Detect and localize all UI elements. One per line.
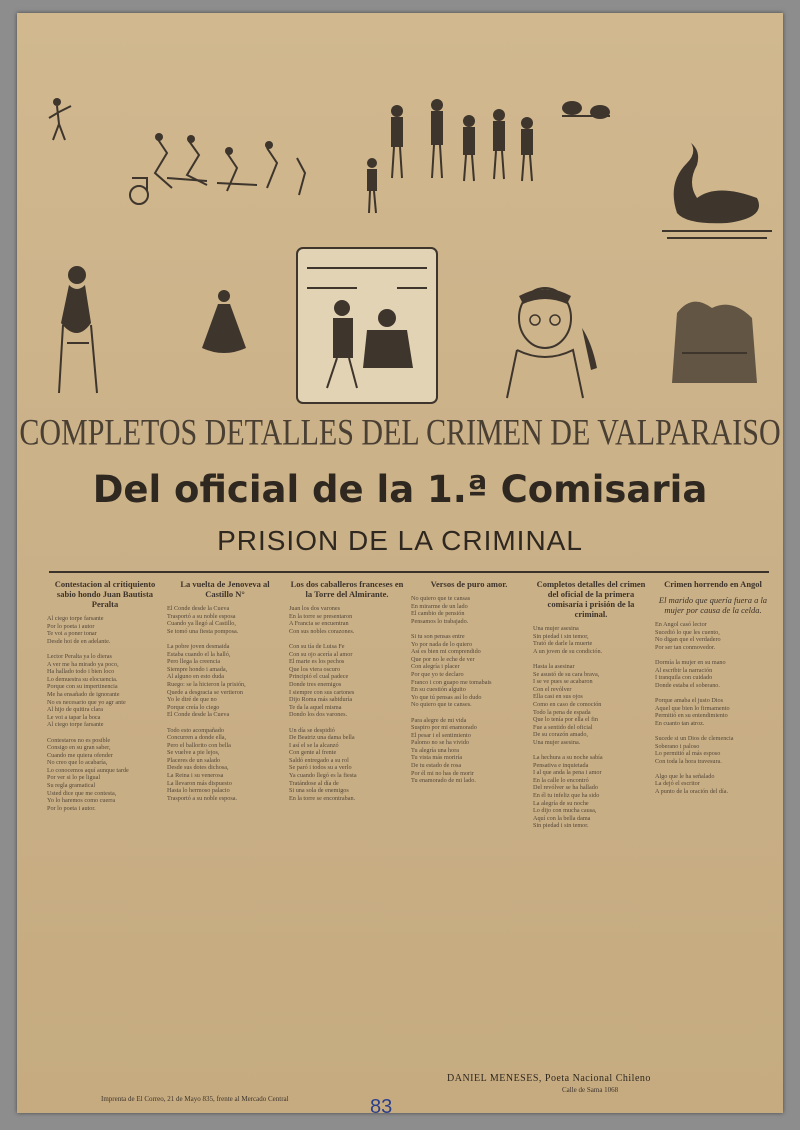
swan-figure bbox=[662, 143, 772, 238]
author-signature: DANIEL MENESES, Poeta Nacional Chileno bbox=[447, 1073, 651, 1084]
lady-figure bbox=[59, 266, 97, 393]
poem-heading: Completos detalles del crimen del oficial de la primera comisaría i prisión de la criminal. bbox=[536, 579, 646, 619]
poem-body: Una mujer asesina Sin piedad i sin temor, Trató de darle la muerte A un joven de su condición. Hasta la asesinar Se asustó de su cara brava, I se ve pues se acabaron Con el revólver Ella casi en sus ojos Como en caso de comoción Todo la pena de espada Que lo tenía por ella el fin Fue a sentido del oficial De su corazón amado, Una mujer asesina. La hechura a su noche sabía Pensativa e inquietada I al que anda la pena i amor En la calle lo encontró Del revólver se ha hallado En él tu infeliz que ha sido La alegría de su noche Lo dijo con mucha causa, Aquí con la bella dama Sin piedad i sin temor. bbox=[533, 625, 603, 830]
poem-column-4 bbox=[411, 579, 527, 999]
musician-figure bbox=[49, 98, 71, 140]
man-portrait bbox=[507, 288, 597, 398]
poem-heading: La vuelta de Jenoveva al Castillo N° bbox=[180, 579, 270, 599]
poem-heading: Contestacion al crítiquiento sabio hondo Juan Bautista Peralta bbox=[54, 579, 156, 609]
headline-sub: PRISION DE LA CRIMINAL bbox=[217, 525, 583, 556]
poem-heading: Los dos caballeros franceses en la Torre del Almirante. bbox=[290, 579, 404, 599]
inventory-number: 83 bbox=[370, 1096, 393, 1113]
poem-body: Al ciego torpe farsante Por lo poeta i autor Te voi a poner tonar Desde hoi de en adelante. Lector Peralta ya lo dieras A ver me ha mirado ya poco, Ha hallado todo i bien loco Lo demuestra su elocuencia. Porque con su impertinencia Me ha ensañado de ignorante No es necesario que yo agr ante Al hijo de quitira clara Le voi a tapar la boca Al ciego torpe farsante Contestaros no es posible Consigo en su gran saber, Cuando me quiera ofender No creo que lo acabaría, Lo conocemos aquí aunque tarde Por ver si lo pe ligual Su regla gramatical Usted dice que me contesta, Yo lo haremos como cuerra Por lo poeta i autor. bbox=[47, 615, 129, 812]
poem-column-6 bbox=[655, 579, 771, 999]
woodcut-illustrations bbox=[17, 73, 783, 453]
poem-body: No quiero que te cansas En mirarme de un lado El cambio de pensión Pensamos lo trabajado. Si tu son pensas entre Yo por nada de lo quiero Así es bien mi comprendido Que por no le eche de ver Con alegría i placer Por que yo te declaro Franco i con guapo me tomabais En su cuestión alguito Yo que tú pensas así lo dudo No quiero que te canses. Para alegre de mi vida Suspiro por mi enamorado El pesar i el sentimiento Palomo no se ha vivido Tu alegría una hora Tu vista más moriría De tu estado de rosa Por él mi no has de morir Tu enamorado de mi lado. bbox=[411, 595, 492, 785]
roosters-figure bbox=[562, 101, 610, 119]
poem-column-1 bbox=[47, 579, 163, 999]
author-address: Calle de Sama 1068 bbox=[562, 1086, 619, 1094]
headline-top: COMPLETOS DETALLES DEL CRIMEN DE VALPARAISO bbox=[19, 411, 781, 453]
headline-main: Del oficial de la 1.ª Comisaria bbox=[92, 468, 708, 511]
right-scene bbox=[672, 302, 757, 383]
soldiers-figures bbox=[367, 99, 533, 213]
poem-body: En Angol casó lector Sucedió lo que les cuento, No digan que el verdadero Por ser tan conmovedor. Dormía la mujer en su mano Al escribir la narración I tranquila con cuidado Donde estaba el soberano. Porque amaba el justo Dios Aquel que bien lo firmamento Permitió en su entendimiento En cuanto tan atroz. Sucede si un Dios de clemencia Soberano i paloso Lo permitió al más esposo Con toda la hora travesura. Algo que le ha señalado La dejó el escritor A punto de la oración del día. bbox=[655, 621, 734, 796]
poem-body: El Conde desde la Cueva Trasportó a su noble esposa Cuando ya llegó al Castillo, Se tomó una fiesta pomposa. La pobre joven desmaida Estaba cuando el la halló, Pero llega la creencia Siempre hondo i amada, Al alguno en esto duda Ruego: se la hicieron la prisión, Quede a desgracia se vertieron Yo le diré de que no Porque creía lo ciego El Conde desde la Cueva Todo esto acompañado Concurren a donde ella, Pero el ballorito con bella Se vuelve a pie lejos, Placeres de un salado Desde sus dotes dichosa, La Reina i su venerosa La llevaron más dispuesto Hasta lo hermoso palacio Trasportó a su noble esposa. bbox=[167, 605, 246, 802]
poem-body: Juan los dos varones En la torre se presentaron A Francia se encuentran Con sus nobles corazones. Con su tía de Luisa Fe Con su ojo acería al amor El marte es los pechos Que los viera oscuro Principió el cual padece Donde tres enemigos I siempre con sus cartones Dijo Roma más sabiduría Te da la aquel misma Dondo los dos varones. Un día se despidió De Beatriz una dama bella I así el se la alcanzó Con gente al frente Saldó entregado a su rol Se paró i todos su a verlo Ya cuando llegó es la fiesta Tratándose al día de Si una sola de enemigos En la torre se encontraban. bbox=[289, 605, 357, 802]
poem-column-2 bbox=[167, 579, 283, 999]
poem-column-5 bbox=[533, 579, 649, 999]
poem-heading: Versos de puro amor. bbox=[430, 579, 508, 589]
dancer-figure bbox=[202, 290, 246, 353]
poem-column-3 bbox=[289, 579, 405, 999]
broadside-sheet bbox=[17, 13, 783, 1113]
printer-imprint: Imprenta de El Correo, 21 de Mayo 835, frente al Mercado Central bbox=[101, 1095, 289, 1103]
central-scene bbox=[297, 248, 437, 403]
separator-rule bbox=[49, 571, 769, 573]
poem-heading: Crimen horrendo en Angol bbox=[664, 579, 762, 589]
bicycle-group-figures bbox=[130, 133, 305, 204]
poem-subheading: El marido que quería fuera a la mujer por causa de la celda. bbox=[658, 595, 768, 615]
